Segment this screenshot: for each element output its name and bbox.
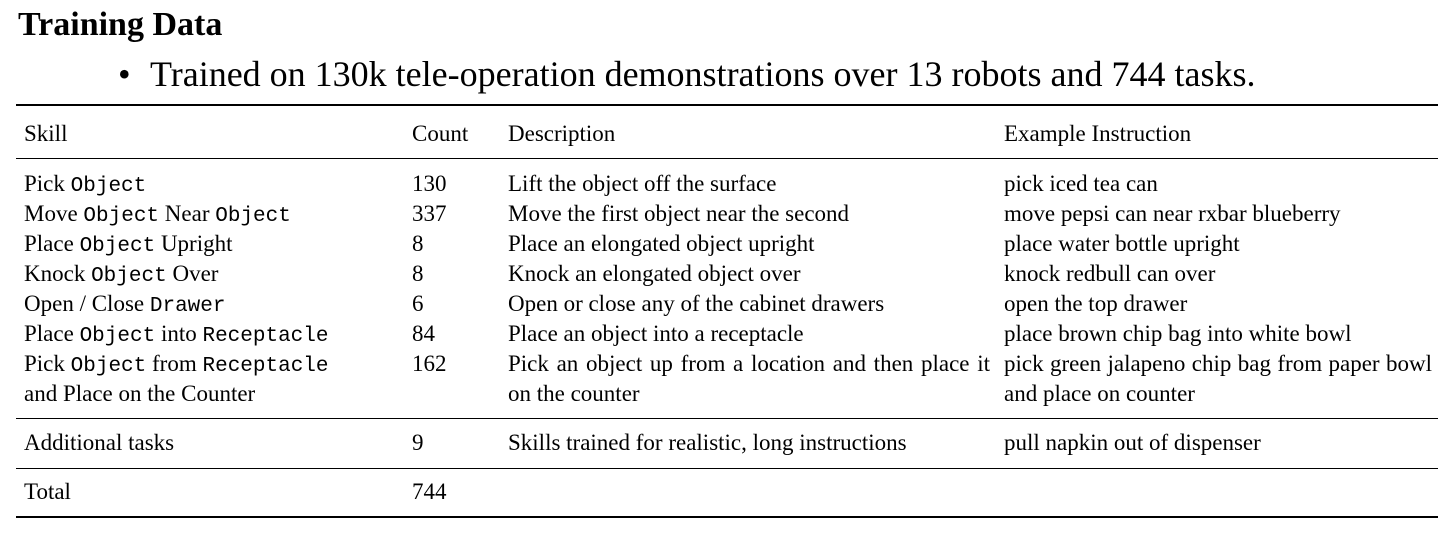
description-cell: Pick an object up from a location and then place it on the counter (508, 351, 990, 406)
description-cell: Skills trained for realistic, long instructions (508, 430, 907, 455)
total-label: Total (24, 479, 71, 504)
count-cell: 8 (412, 261, 424, 286)
count-cell: 162 (412, 351, 447, 376)
table-top-rule (16, 104, 1438, 106)
count-cell: 130 (412, 171, 447, 196)
count-cell: 9 (412, 430, 424, 455)
skill-cell: Open / Close Drawer (24, 291, 226, 318)
skill-cell: Move Object Near Object (24, 201, 291, 228)
count-cell: 8 (412, 231, 424, 256)
bullet-text: Trained on 130k tele-operation demonstrations over 13 robots and 744 tasks. (150, 54, 1256, 94)
skill-cell: Place Object into Receptacle (24, 321, 329, 348)
example-cell: move pepsi can near rxbar blueberry (1004, 201, 1341, 226)
header-example: Example Instruction (1004, 121, 1192, 146)
example-cell: open the top drawer (1004, 291, 1188, 316)
skill-cell: Pick Object (24, 171, 147, 198)
header-description: Description (508, 121, 616, 146)
example-cell: place water bottle upright (1004, 231, 1240, 256)
skill-cell-line2: and Place on the Counter (24, 381, 256, 406)
bullet-icon: • (118, 54, 131, 94)
section-rule (16, 418, 1438, 419)
section-heading: Training Data (18, 6, 223, 43)
example-cell: pick iced tea can (1004, 171, 1158, 196)
description-cell: Place an object into a receptacle (508, 321, 804, 346)
description-cell: Lift the object off the surface (508, 171, 777, 196)
skill-cell: Additional tasks (24, 430, 175, 455)
bullet-point (118, 50, 1256, 98)
skill-cell: Knock Object Over (24, 261, 219, 288)
total-count: 744 (412, 479, 447, 504)
description-cell: Place an elongated object upright (508, 231, 815, 256)
description-cell: Open or close any of the cabinet drawers (508, 291, 885, 316)
total-rule (16, 468, 1438, 469)
skill-cell: Pick Object from Receptacle (24, 351, 329, 378)
header-count: Count (412, 121, 469, 146)
header-rule (16, 158, 1438, 159)
count-cell: 337 (412, 201, 447, 226)
example-cell: pull napkin out of dispenser (1004, 430, 1261, 455)
skill-cell: Place Object Upright (24, 231, 233, 258)
example-cell: pick green jalapeno chip bag from paper bowl and place on counter (1004, 351, 1432, 406)
example-cell: place brown chip bag into white bowl (1004, 321, 1352, 346)
header-skill: Skill (24, 121, 68, 146)
description-cell: Move the first object near the second (508, 201, 850, 226)
count-cell: 6 (412, 291, 424, 316)
table-bottom-rule (16, 516, 1438, 518)
example-cell: knock redbull can over (1004, 261, 1216, 286)
count-cell: 84 (412, 321, 435, 346)
description-cell: Knock an elongated object over (508, 261, 801, 286)
